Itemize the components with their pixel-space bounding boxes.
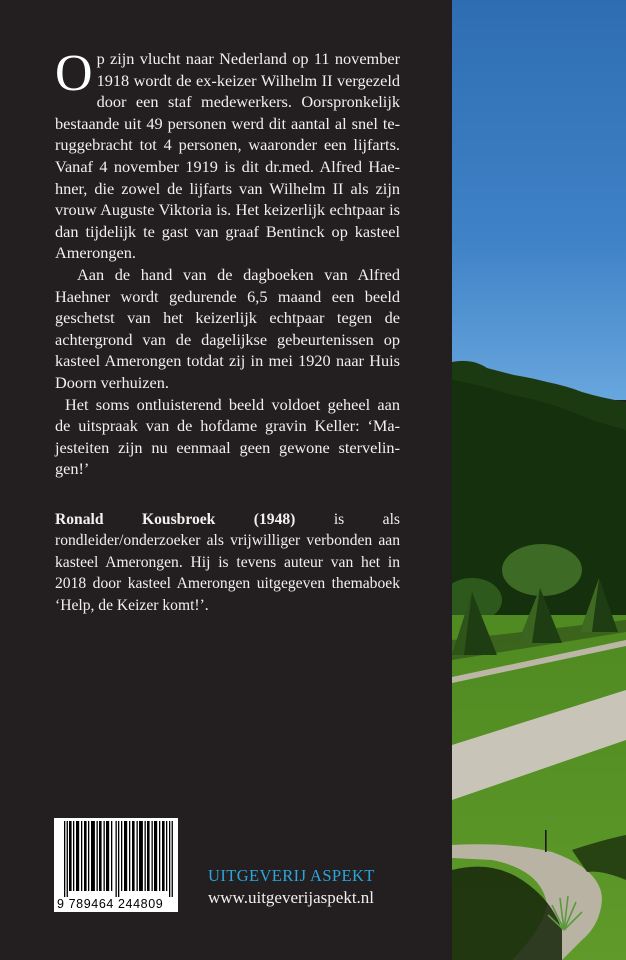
blurb-paragraph-1 [55, 45, 400, 264]
drop-cap: O [55, 45, 93, 102]
publisher-name: UITGEVERIJ ASPEKT [208, 866, 375, 885]
cover-photo [452, 0, 626, 960]
author-bio [55, 509, 400, 616]
author-bio-text: is als rondleider/onderzoeker als vrijwilliger verbonden aan kasteel Amerongen. Hij is tevens auteur van het in 2018 door kasteel Amerongen uitgegeven themaboek ‘Help, de Keizer komt!’. [55, 511, 400, 614]
garden-photo-icon [452, 0, 626, 960]
author-bio-paragraph [55, 509, 400, 616]
blurb-paragraph-2: Aan de hand van de dagboeken van Alfred Haehner wordt gedurende 6,5 maand een beeld geschetst van het keizerlijk echtpaar tegen de achtergrond van de dagelijkse gebeurtenissen op kasteel Amerongen totdat zij in mei 1920 naar Huis Doorn verhuizen. [55, 264, 400, 392]
author-name: Ronald Kousbroek (1948) [55, 511, 296, 528]
isbn-digits: 9 789464 244809 [57, 897, 164, 911]
blurb-paragraph-1-text: p zijn vlucht naar Nederland op 11 november 1918 wordt de ex-keizer Wilhelm II vergezeld door een staf medewerkers. Oorspronkelijk bestaande uit 49 personen werd dit aantal al snel teruggebracht tot 4 personen, waaronder een lijfarts. Vanaf 4 november 1919 is dit dr.med. Alfred Haehner, die zowel de lijfarts van Wilhelm II als zijn vrouw Auguste Viktoria is. Het keizerlijk echtpaar is dan tijdelijk te gast van graaf Bentinck op kasteel Amerongen. [55, 49, 400, 263]
barcode-bars-icon [64, 821, 174, 897]
blurb [55, 45, 400, 480]
blurb-paragraph-3: Het soms ontluisterend beeld voldoet geheel aan de uitspraak van de hofdame gravin Keller: ‘Majesteiten zijn nu eenmaal geen gewone stervelingen!’ [55, 394, 400, 479]
isbn-barcode [54, 818, 178, 912]
publisher-website: www.uitgeverijaspekt.nl [208, 888, 375, 907]
